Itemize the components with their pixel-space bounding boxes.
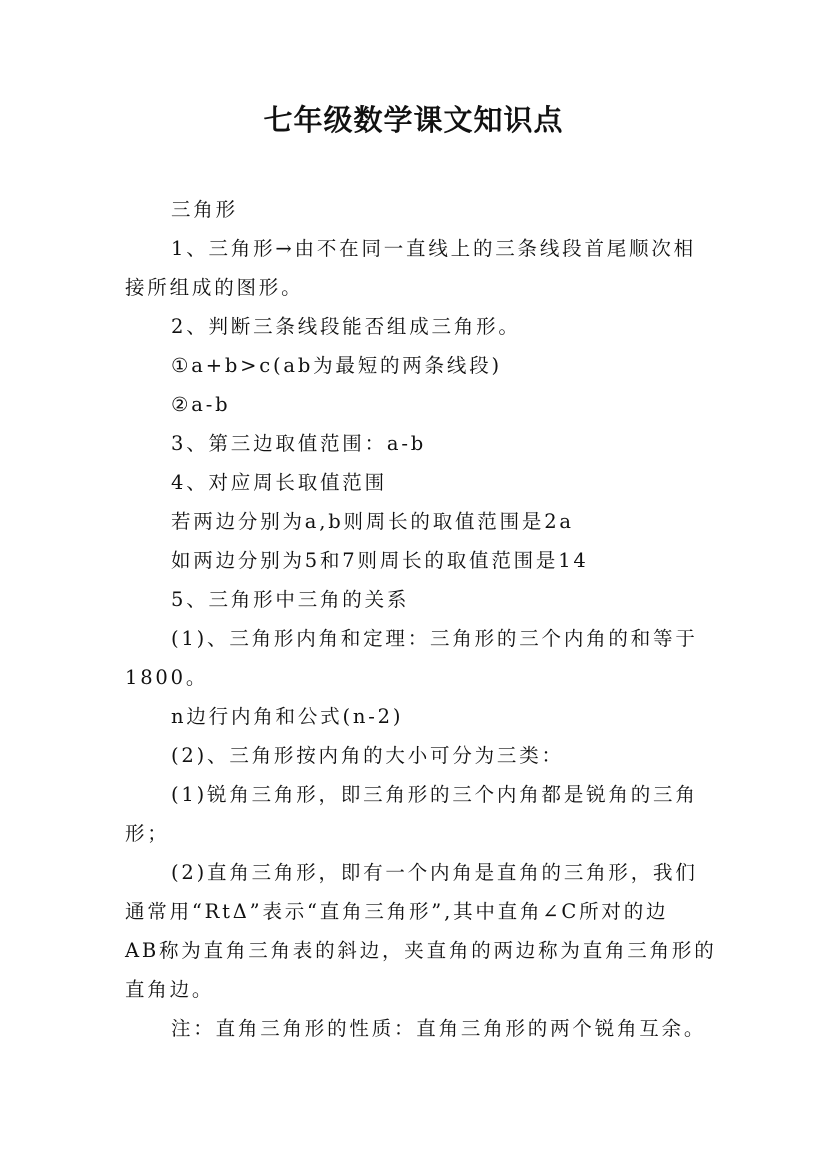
paragraph-line: 1800。 <box>125 666 209 689</box>
paragraph-line: n边行内角和公式(n-2) <box>171 705 404 728</box>
paragraph-line: (1)、三角形内角和定理：三角形的三个内角的和等于 <box>171 627 698 650</box>
paragraph-line: (2)直角三角形，即有一个内角是直角的三角形，我们 <box>171 861 698 884</box>
paragraph-line: 若两边分别为a,b则周长的取值范围是2a <box>171 510 574 533</box>
paragraph-line: 接所组成的图形。 <box>125 276 304 299</box>
paragraph-line: 5、三角形中三角的关系 <box>171 588 410 611</box>
paragraph-line: 通常用“RtΔ”表示“直角三角形”,其中直角∠C所对的边 <box>125 900 669 923</box>
paragraph-line: ①a+b>c(ab为最短的两条线段) <box>171 354 502 377</box>
paragraph-line: 4、对应周长取值范围 <box>171 471 387 494</box>
paragraph-line: AB称为直角三角表的斜边，夹直角的两边称为直角三角形的 <box>125 939 717 962</box>
paragraph-line: 3、第三边取值范围：a-b <box>171 432 427 455</box>
section-heading: 三角形 <box>171 198 238 221</box>
paragraph-line: 如两边分别为5和7则周长的取值范围是14 <box>171 549 589 572</box>
document-body <box>125 190 715 1048</box>
paragraph-line: (2)、三角形按内角的大小可分为三类： <box>171 744 564 767</box>
page-title: 七年级数学课文知识点 <box>263 103 564 137</box>
paragraph-line: ②a-b <box>171 393 231 416</box>
paragraph-line: 2、判断三条线段能否组成三角形。 <box>171 315 521 338</box>
paragraph-line: (1)锐角三角形，即三角形的三个内角都是锐角的三角 <box>171 783 698 806</box>
paragraph-line: 直角边。 <box>125 978 215 1001</box>
paragraph-line: 形； <box>125 822 170 845</box>
paragraph-line: 1、三角形→由不在同一直线上的三条线段首尾顺次相 <box>171 237 696 260</box>
paragraph-line: 注：直角三角形的性质：直角三角形的两个锐角互余。 <box>171 1017 707 1040</box>
